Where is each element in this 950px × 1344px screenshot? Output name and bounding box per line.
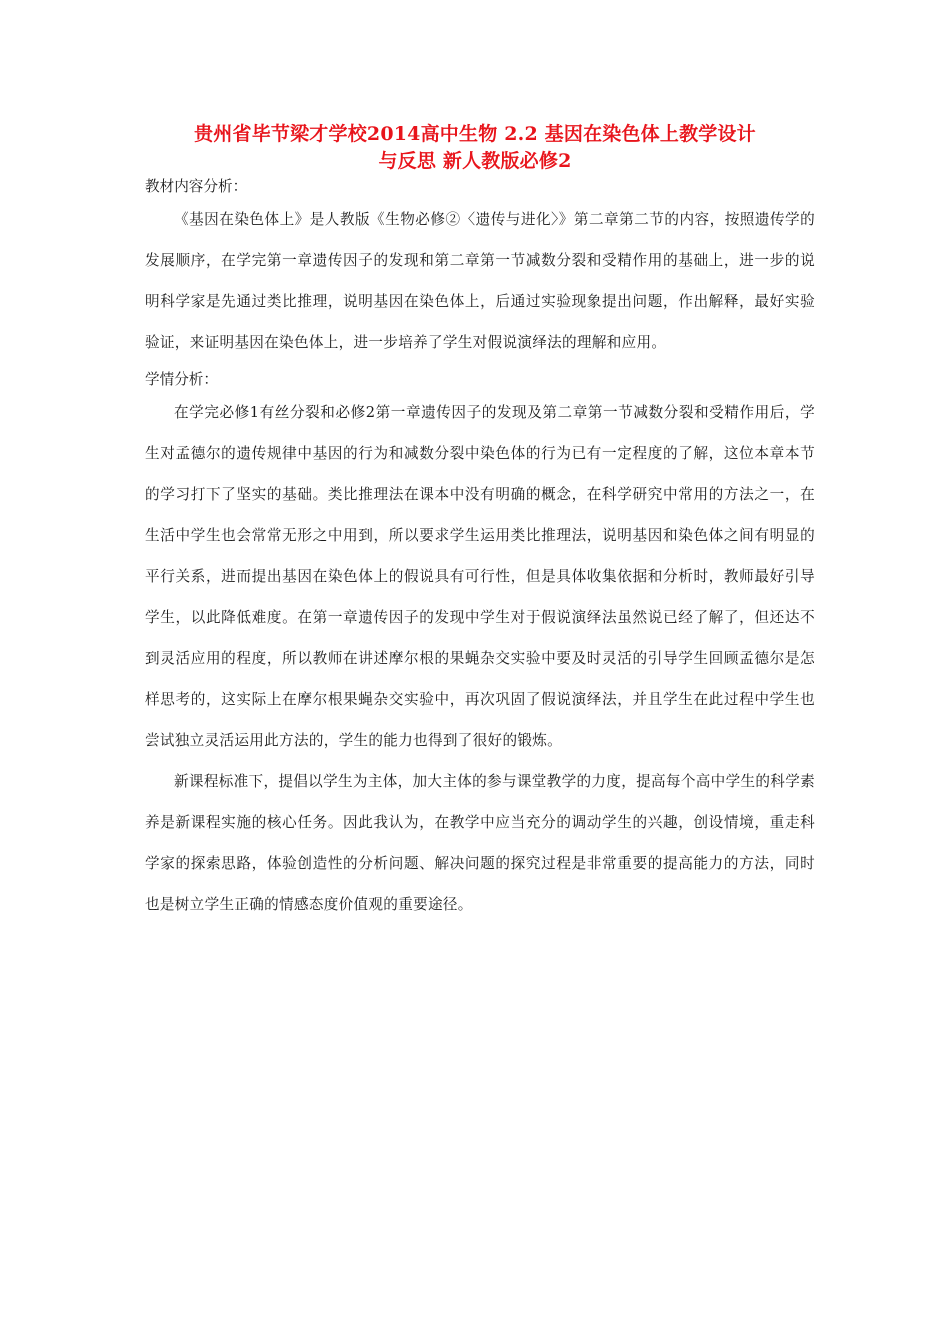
title-line-2: 与反思 新人教版必修2 <box>378 150 572 172</box>
section-textbook-analysis <box>145 175 815 363</box>
section-student-analysis <box>145 368 815 925</box>
paragraph: 《基因在染色体上》是人教版《生物必修②〈遗传与进化〉》第二章第二节的内容，按照遗传学的发展顺序，在学完第一章遗传因子的发现和第二章第一节减数分裂和受精作用的基础上，进一步的说明科学家是先通过类比推理，说明基因在染色体上，后通过实验现象提出问题，作出解释，最好实验验证，来证明基因在染色体上，进一步培养了学生对假说演绎法的理解和应用。 <box>145 211 815 351</box>
section-heading: 教材内容分析： <box>145 178 248 195</box>
section-heading: 学情分析： <box>145 371 218 388</box>
paragraph: 新课程标准下，提倡以学生为主体，加大主体的参与课堂教学的力度，提高每个高中学生的科学素养是新课程实施的核心任务。因此我认为，在教学中应当充分的调动学生的兴趣，创设情境，重走科学家的探索思路，体验创造性的分析问题、解决问题的探究过程是非常重要的提高能力的方法，同时也是树立学生正确的情感态度价值观的重要途径。 <box>145 773 815 913</box>
paragraph: 在学完必修1有丝分裂和必修2第一章遗传因子的发现及第二章第一节减数分裂和受精作用后，学生对孟德尔的遗传规律中基因的行为和减数分裂中染色体的行为已有一定程度的了解，这位本章本节的学习打下了坚实的基础。类比推理法在课本中没有明确的概念，在科学研究中常用的方法之一，在生活中学生也会常常无形之中用到，所以要求学生运用类比推理法，说明基因和染色体之间有明显的平行关系，进而提出基因在染色体上的假说具有可行性，但是具体收集依据和分析时，教师最好引导学生，以此降低难度。在第一章遗传因子的发现中学生对于假说演绎法虽然说已经了解了，但还达不到灵活应用的程度，所以教师在讲述摩尔根的果蝇杂交实验中要及时灵活的引导学生回顾孟德尔是怎样思考的，这实际上在摩尔根果蝇杂交实验中，再次巩固了假说演绎法，并且学生在此过程中学生也尝试独立灵活运用此方法的，学生的能力也得到了很好的锻炼。 <box>145 404 815 749</box>
title-line-1: 贵州省毕节梁才学校2014高中生物 2.2 基因在染色体上教学设计 <box>194 123 756 145</box>
document-title <box>130 121 820 175</box>
document-body <box>145 175 815 925</box>
